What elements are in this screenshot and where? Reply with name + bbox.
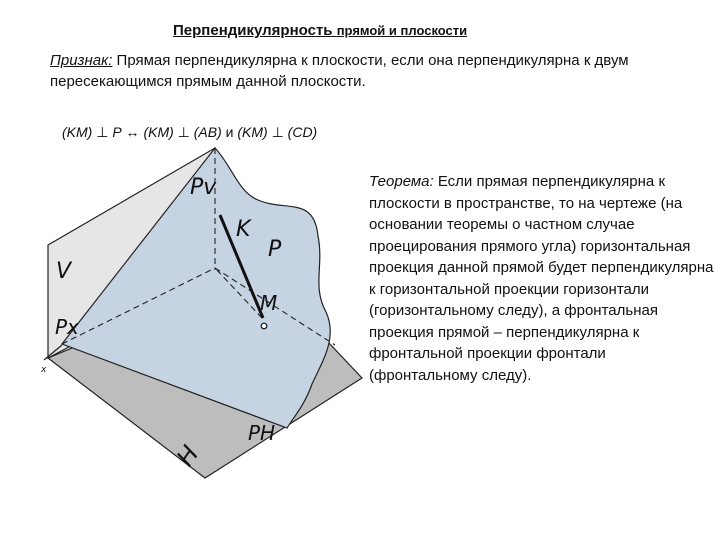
theorem-text: Если прямая перпендикулярна к плоскости в пространстве, то на чертеже (на основании теоремы о частном случае проецирования прямого угла) горизонтальная проекция данной прямой будет перпендикулярна к горизонтальной проекции горизонтали (горизонтальному следу), а фронтальная проекция прямой – перпендикулярна к фронтальной проекции фронтали (фронтальному следу). [369,173,714,384]
formula-and: и [225,124,234,140]
label-x: x [41,365,47,375]
formula-perp: ⊥ [96,124,109,140]
theorem-paragraph [369,171,714,386]
formula-plane: P [112,124,122,140]
point-m [261,323,267,329]
label-h: H [171,440,205,472]
label-m: M [260,291,278,315]
formula-line-km-3: (KM) [237,124,268,140]
label-ph: PH [248,421,276,445]
formula-line-cd: (CD) [287,124,318,140]
formula-perp-2: ⊥ [177,124,190,140]
formula-perp-3: ⊥ [271,124,284,140]
theorem-label: Теорема: [369,173,434,190]
formula-equiv: ↔ [125,124,140,140]
label-px: Px [55,315,79,339]
page-title [173,22,467,39]
label-v: V [56,259,72,284]
label-p: P [268,237,282,262]
formula-line-km: (KM) [62,124,93,140]
label-pv: Pv [190,175,217,200]
title-main: Перпендикулярность [173,22,333,39]
formula-line-km-2: (KM) [143,124,174,140]
label-k: K [236,217,251,242]
formula [62,124,317,141]
criterion-text: Прямая перпендикулярна к плоскости, если она перпендикулярна к двум пересекающимся прямым данной плоскости. [50,52,629,90]
criterion-label: Признак: [50,52,113,69]
title-rest: прямой и плоскости [336,23,468,38]
formula-line-ab: (AB) [193,124,222,140]
criterion-paragraph [50,50,670,92]
